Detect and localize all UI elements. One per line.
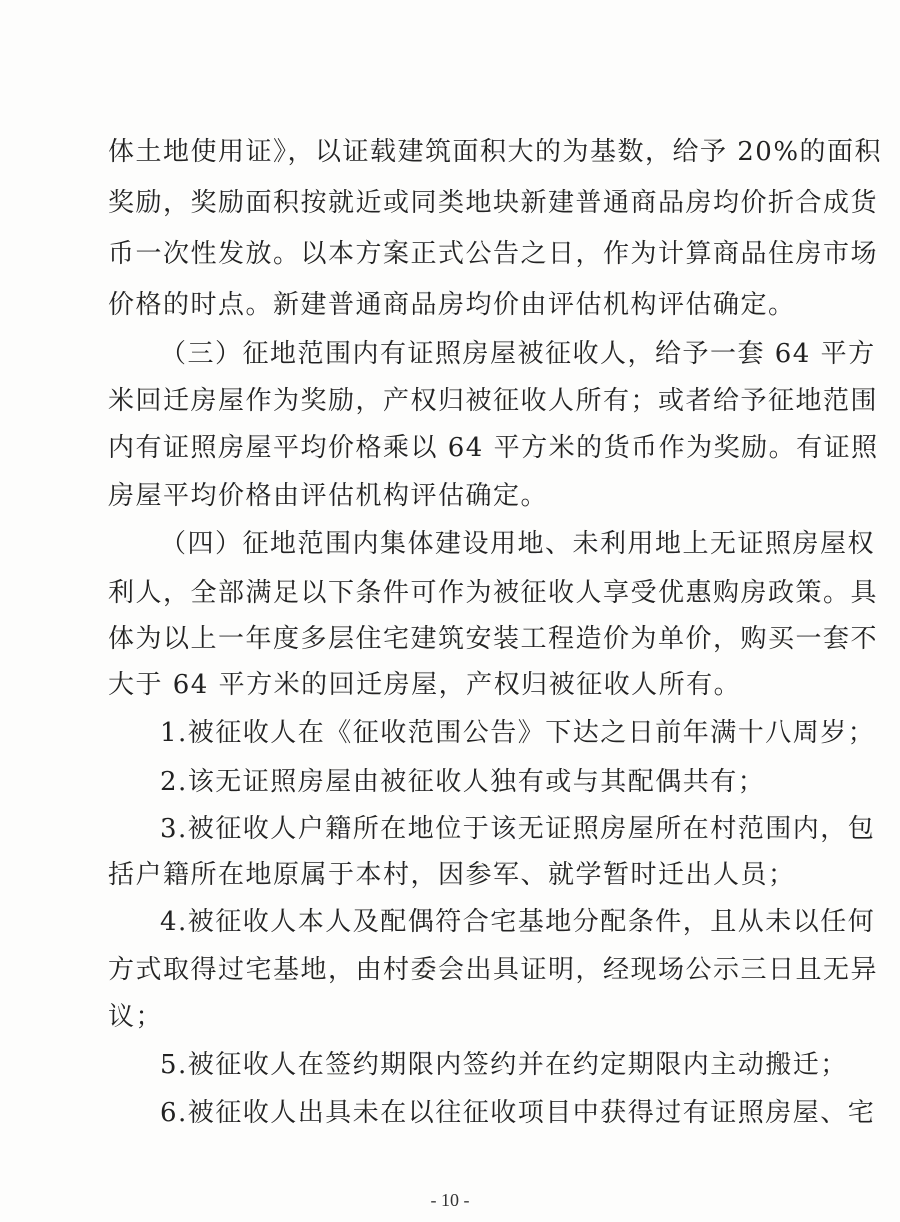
text-line: 奖励，奖励面积按就近或同类地块新建普通商品房均价折合成货 [108, 188, 879, 218]
text-line: 内有证照房屋平均价格乘以 64 平方米的货币作为奖励。有证照 [108, 433, 879, 463]
text-line: 米回迁房屋作为奖励，产权归被征收人所有；或者给予征地范围 [108, 386, 879, 416]
text-line: 2.该无证照房屋由被征收人独有或与其配偶共有； [160, 767, 766, 797]
text-line: 3.被征收人户籍所在地位于该无证照房屋所在村范围内，包 [160, 814, 876, 844]
text-line: 4.被征收人本人及配偶符合宅基地分配条件，且从未以任何 [160, 907, 876, 937]
text-line: 括户籍所在地原属于本村，因参军、就学暂时迁出人员； [108, 860, 796, 890]
text-line: 利人，全部满足以下条件可作为被征收人享受优惠购房政策。具 [108, 578, 879, 608]
text-line: 房屋平均价格由评估机构评估确定。 [108, 481, 549, 511]
text-line: （三）征地范围内有证照房屋被征收人，给予一套 64 平方 [160, 339, 876, 369]
text-line: 币一次性发放。以本方案正式公告之日，作为计算商品住房市场 [108, 239, 879, 269]
text-line: 体为以上一年度多层住宅建筑安装工程造价为单价，购买一套不 [108, 624, 879, 654]
text-line: 价格的时点。新建普通商品房均价由评估机构评估确定。 [108, 290, 796, 320]
page-number: - 10 - [430, 1190, 470, 1210]
text-line: 方式取得过宅基地，由村委会出具证明，经现场公示三日且无异 [108, 955, 879, 985]
text-line: 议； [108, 1002, 164, 1032]
text-line: 体土地使用证》，以证载建筑面积大的为基数，给予 20%的面积 [108, 137, 883, 167]
text-line: （四）征地范围内集体建设用地、未利用地上无证照房屋权 [160, 529, 876, 559]
text-line: 5.被征收人在签约期限内签约并在约定期限内主动搬迁； [160, 1050, 848, 1080]
text-line: 6.被征收人出具未在以往征收项目中获得过有证照房屋、宅 [160, 1098, 876, 1128]
text-line: 1.被征收人在《征收范围公告》下达之日前年满十八周岁； [160, 718, 876, 748]
text-line: 大于 64 平方米的回迁房屋，产权归被征收人所有。 [108, 670, 742, 700]
